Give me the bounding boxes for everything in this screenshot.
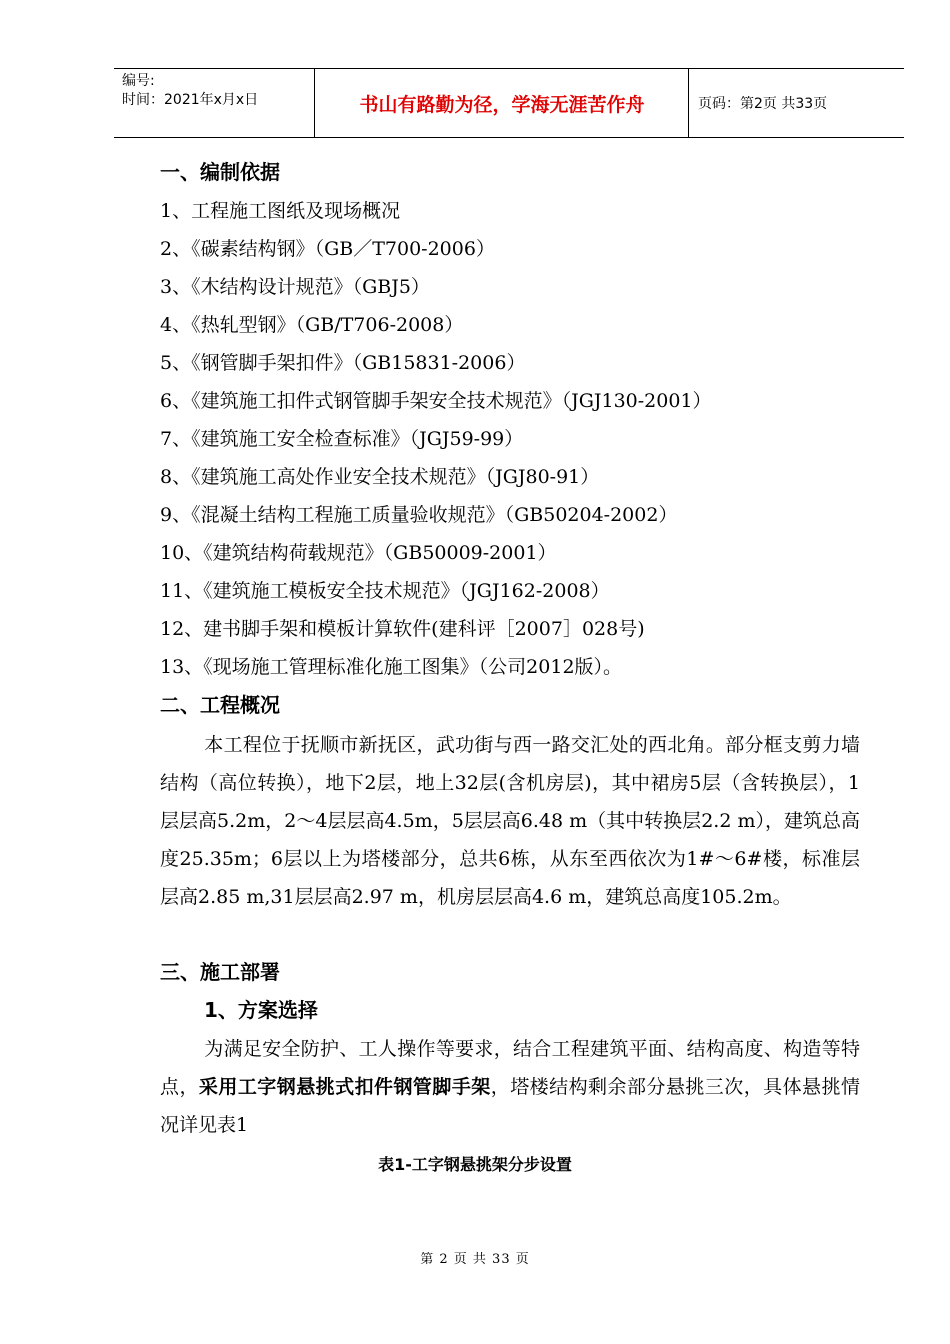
list-item: 11、《建筑施工模板安全技术规范》（JGJ162-2008） (160, 580, 610, 602)
scheme-text-bold: 采用工字钢悬挑式扣件钢管脚手架 (198, 1076, 491, 1098)
list-item: 6、《建筑施工扣件式钢管脚手架安全技术规范》（JGJ130-2001） (160, 390, 712, 412)
header-page-info: 页码：第2页 共33页 (698, 96, 828, 112)
list-item: 8、《建筑施工高处作业安全技术规范》（JGJ80-91） (160, 466, 600, 488)
scheme-paragraph (160, 1030, 860, 1144)
sub-heading-scheme: 1、方案选择 (204, 998, 318, 1022)
list-item: 4、《热轧型钢》（GB/T706-2008） (160, 314, 464, 336)
overview-text: 本工程位于抚顺市新抚区，武功街与西一路交汇处的西北角。部分框支剪力墙结构（高位转换），地下2层，地上32层(含机房层)，其中裙房5层（含转换层），1层层高5.2m，2～4层层高4.5m，5层层高6.48 m（其中转换层2.2 m），建筑总高度25.35m；6层以上为塔楼部分，总共6栋，从东至西依次为1#～6#楼，标准层层高2.85 m,31层层高2.97 m，机房层层高4.6 m，建筑总高度105.2m。 (160, 734, 860, 908)
time-label: 时间：2021年x月x日 (122, 92, 259, 108)
list-item: 9、《混凝土结构工程施工质量验收规范》（GB50204-2002） (160, 504, 678, 526)
list-item: 12、建书脚手架和模板计算软件(建科评［2007］028号) (160, 618, 645, 640)
section-heading-overview: 二、工程概况 (160, 693, 280, 717)
list-item: 5、《钢管脚手架扣件》（GB15831-2006） (160, 352, 526, 374)
overview-paragraph (160, 726, 860, 916)
table-caption: 表1-工字钢悬挑架分步设置 (378, 1155, 572, 1174)
page-footer: 第 2 页 共 33 页 (420, 1252, 530, 1267)
list-item: 2、《碳素结构钢》（GB／T700-2006） (160, 238, 495, 260)
list-item: 10、《建筑结构荷载规范》（GB50009-2001） (160, 542, 557, 564)
section-heading-deployment: 三、施工部署 (160, 960, 280, 984)
header-meta (122, 72, 312, 110)
list-item: 13、《现场施工管理标准化施工图集》（公司2012版）。 (160, 656, 623, 678)
header-divider (314, 69, 315, 137)
list-item: 3、《木结构设计规范》（GBJ5） (160, 276, 430, 298)
list-item: 7、《建筑施工安全检查标准》（JGJ59-99） (160, 428, 524, 450)
page-header (114, 68, 904, 138)
section-heading-basis: 一、编制依据 (160, 160, 280, 184)
list-item: 1、工程施工图纸及现场概况 (160, 200, 401, 222)
header-divider (688, 69, 689, 137)
scheme-text-before: 为满足安全防护、工人操作等要求，结合工程建筑平面、结构高度、构造等特点， (160, 1038, 860, 1098)
scheme-text-after: ，塔楼结构剩余部分悬挑三次，具体悬挑情况详见表1 (160, 1076, 860, 1136)
header-motto: 书山有路勤为径，学海无涯苦作舟 (359, 93, 645, 116)
code-label: 编号: (122, 73, 155, 89)
